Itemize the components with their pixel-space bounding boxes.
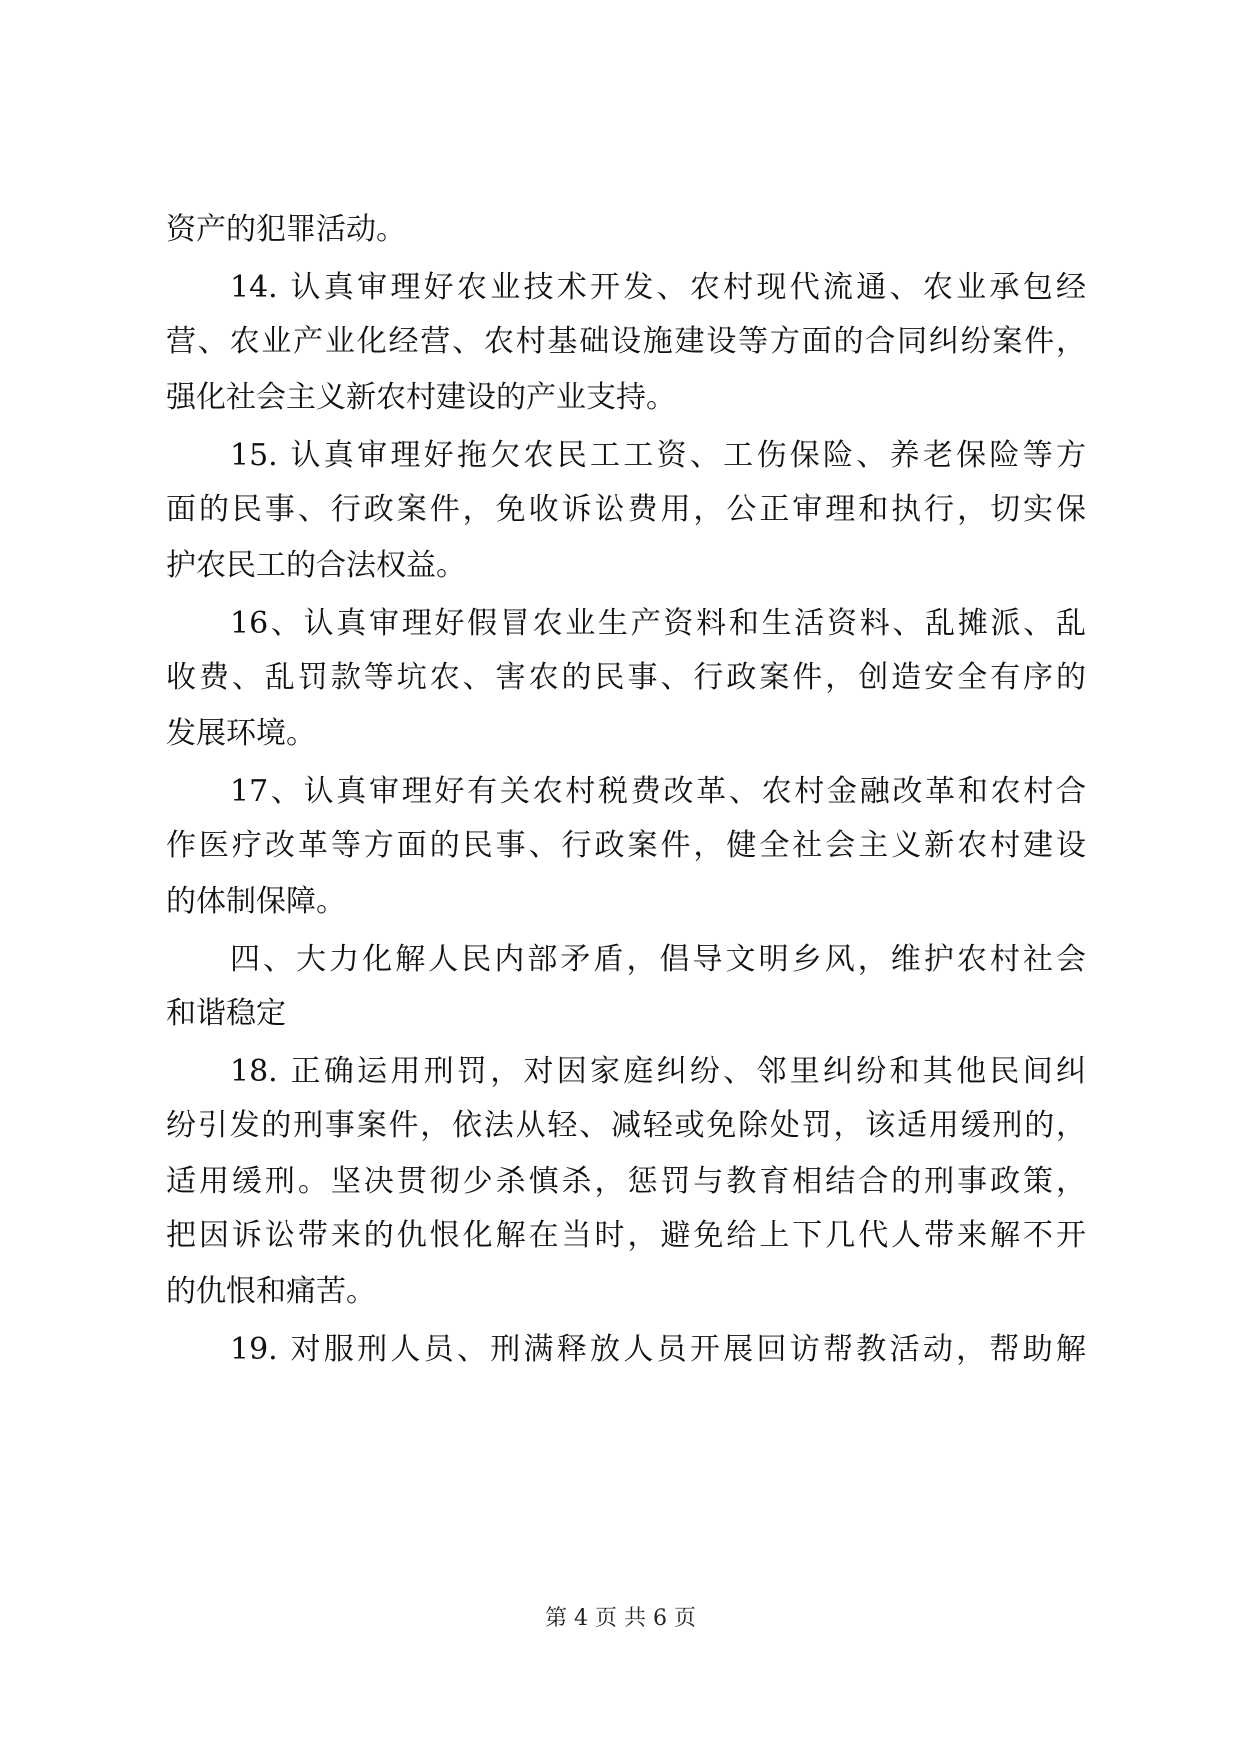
text-line: 收费、乱罚款等坑农、害农的民事、行政案件，创造安全有序的 [166, 660, 1086, 695]
text-line: 把因诉讼带来的仇恨化解在当时，避免给上下几代人带来解不开 [166, 1218, 1086, 1253]
text-line: 17、认真审理好有关农村税费改革、农村金融改革和农村合 [230, 774, 1086, 809]
text-line: 16、认真审理好假冒农业生产资料和生活资料、乱摊派、乱 [230, 606, 1086, 641]
text-line: 适用缓刑。坚决贯彻少杀慎杀，惩罚与教育相结合的刑事政策， [166, 1164, 1086, 1199]
text-line: 发展环境。 [166, 716, 316, 751]
section-heading: 四、大力化解人民内部矛盾，倡导文明乡风，维护农村社会 [230, 942, 1086, 977]
text-line: 14. 认真审理好农业技术开发、农村现代流通、农业承包经 [230, 270, 1086, 305]
text-line: 资产的犯罪活动。 [166, 212, 406, 247]
page-number-footer: 第 4 页 共 6 页 [545, 1606, 696, 1631]
text-line: 营、农业产业化经营、农村基础设施建设等方面的合同纠纷案件， [166, 324, 1086, 359]
text-line: 的体制保障。 [166, 884, 346, 919]
text-line: 强化社会主义新农村建设的产业支持。 [166, 380, 676, 415]
section-heading: 和谐稳定 [166, 996, 286, 1031]
text-line: 作医疗改革等方面的民事、行政案件，健全社会主义新农村建设 [166, 828, 1086, 863]
text-line: 面的民事、行政案件，免收诉讼费用，公正审理和执行，切实保 [166, 492, 1086, 527]
text-line: 护农民工的合法权益。 [166, 548, 466, 583]
text-line: 的仇恨和痛苦。 [166, 1274, 376, 1309]
text-line: 19. 对服刑人员、刑满释放人员开展回访帮教活动，帮助解 [230, 1332, 1086, 1367]
text-line: 纷引发的刑事案件，依法从轻、减轻或免除处罚，该适用缓刑的， [166, 1108, 1086, 1143]
document-body [166, 0, 1086, 1580]
text-line: 18. 正确运用刑罚，对因家庭纠纷、邻里纠纷和其他民间纠 [230, 1054, 1086, 1089]
text-line: 15. 认真审理好拖欠农民工工资、工伤保险、养老保险等方 [230, 438, 1086, 473]
